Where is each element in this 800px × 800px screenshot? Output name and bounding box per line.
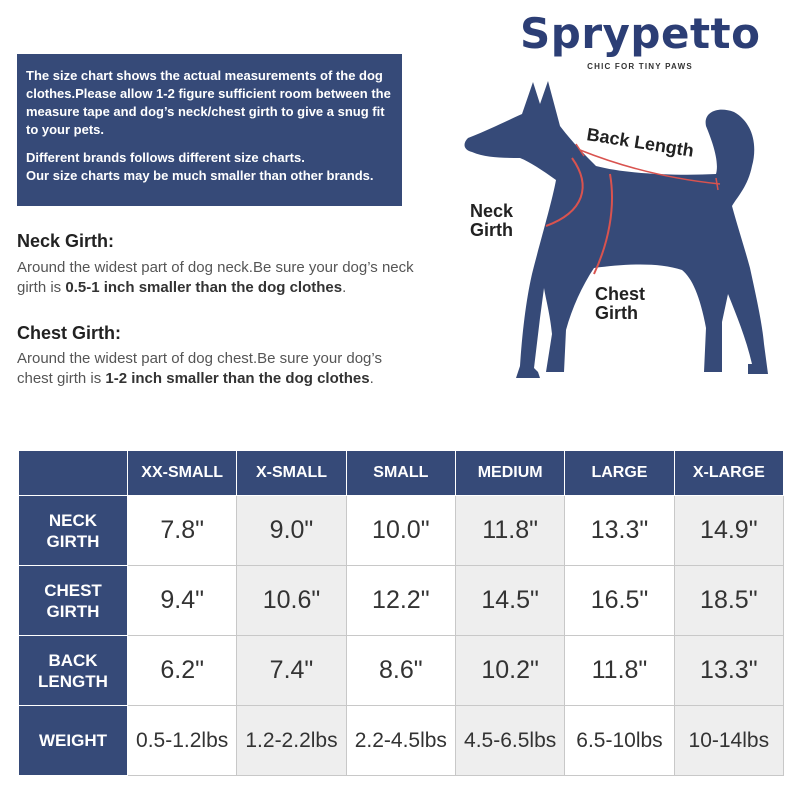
row-header-back-length xyxy=(19,636,128,706)
notice-line-1: Different brands follows different size charts. xyxy=(26,150,305,165)
chest-girth-period: . xyxy=(369,370,374,387)
table-cell: 6.5-10lbs xyxy=(565,706,674,776)
chest-label-line-1: Chest xyxy=(595,284,646,304)
table-cell: 13.3" xyxy=(674,636,783,706)
table-cell: 1.2-2.2lbs xyxy=(237,706,346,776)
table-cell: 0.5-1.2lbs xyxy=(128,706,237,776)
table-row-neck-girth xyxy=(19,496,784,566)
chest-girth-title: Chest Girth: xyxy=(17,323,122,343)
neck-label-line-1: Neck xyxy=(470,201,514,221)
neck-girth-emphasis: 0.5-1 inch smaller than the dog clothes xyxy=(65,279,343,296)
size-chart-notice xyxy=(17,54,402,206)
row-header-neck-girth xyxy=(19,496,128,566)
back-length-label: Back Length xyxy=(585,124,696,161)
table-cell: 14.5" xyxy=(455,566,564,636)
table-cell: 11.8" xyxy=(455,496,564,566)
table-cell: 9.0" xyxy=(237,496,346,566)
row-header-weight xyxy=(19,706,128,776)
brand-tagline: CHIC FOR TINY PAWS xyxy=(587,62,693,71)
dog-measurement-diagram xyxy=(460,78,780,383)
row-label: GIRTH xyxy=(46,531,100,551)
size-header-cell: X-SMALL xyxy=(237,451,346,496)
notice-paragraph-1: The size chart shows the actual measurements of the dog clothes.Please allow 1-2 figure sufficient room between the measure tape and dog’s neck/chest girth to give a snug fit to your pets. xyxy=(26,68,391,137)
table-cell: 8.6" xyxy=(346,636,455,706)
table-row-weight xyxy=(19,706,784,776)
chest-girth-emphasis: 1-2 inch smaller than the dog clothes xyxy=(105,370,370,387)
chest-girth-description xyxy=(17,349,417,389)
brand-name: Sprypetto xyxy=(520,9,761,58)
size-header-cell: XX-SMALL xyxy=(128,451,237,496)
table-cell: 13.3" xyxy=(565,496,674,566)
table-cell: 7.8" xyxy=(128,496,237,566)
row-label: LENGTH xyxy=(38,671,108,691)
table-cell: 2.2-4.5lbs xyxy=(346,706,455,776)
chest-girth-text: Around the widest part of dog chest.Be sure your dog’s chest girth is xyxy=(17,350,382,387)
table-cell: 7.4" xyxy=(237,636,346,706)
notice-line-2: Our size charts may be much smaller than other brands. xyxy=(26,168,374,183)
table-cell: 14.9" xyxy=(674,496,783,566)
row-label: BACK xyxy=(48,650,98,670)
table-cell: 12.2" xyxy=(346,566,455,636)
size-header-cell: LARGE xyxy=(565,451,674,496)
row-label: NECK xyxy=(48,510,98,530)
table-cell: 10.6" xyxy=(237,566,346,636)
notice-paragraph-2 xyxy=(26,149,394,185)
neck-girth-description xyxy=(17,258,417,298)
neck-girth-period: . xyxy=(342,279,347,296)
neck-girth-text: Around the widest part of dog neck.Be sure your dog’s neck girth is xyxy=(17,259,414,296)
row-label: WEIGHT xyxy=(39,731,107,750)
size-chart-table xyxy=(18,450,784,776)
table-cell: 10.0" xyxy=(346,496,455,566)
table-cell: 6.2" xyxy=(128,636,237,706)
size-header-row xyxy=(19,451,784,496)
size-header-cell: X-LARGE xyxy=(674,451,783,496)
table-cell: 10.2" xyxy=(455,636,564,706)
table-corner-cell xyxy=(19,451,128,496)
size-header-cell: SMALL xyxy=(346,451,455,496)
table-cell: 4.5-6.5lbs xyxy=(455,706,564,776)
table-cell: 16.5" xyxy=(565,566,674,636)
table-cell: 18.5" xyxy=(674,566,783,636)
table-row-chest-girth xyxy=(19,566,784,636)
row-label: GIRTH xyxy=(46,601,100,621)
table-cell: 11.8" xyxy=(565,636,674,706)
size-header-cell: MEDIUM xyxy=(455,451,564,496)
table-cell: 9.4" xyxy=(128,566,237,636)
neck-girth-title: Neck Girth: xyxy=(17,231,115,251)
row-header-chest-girth xyxy=(19,566,128,636)
table-cell: 10-14lbs xyxy=(674,706,783,776)
neck-label-line-2: Girth xyxy=(470,220,513,240)
table-row-back-length xyxy=(19,636,784,706)
brand-logo xyxy=(520,8,760,71)
row-label: CHEST xyxy=(44,580,102,600)
chest-label-line-2: Girth xyxy=(595,303,638,323)
